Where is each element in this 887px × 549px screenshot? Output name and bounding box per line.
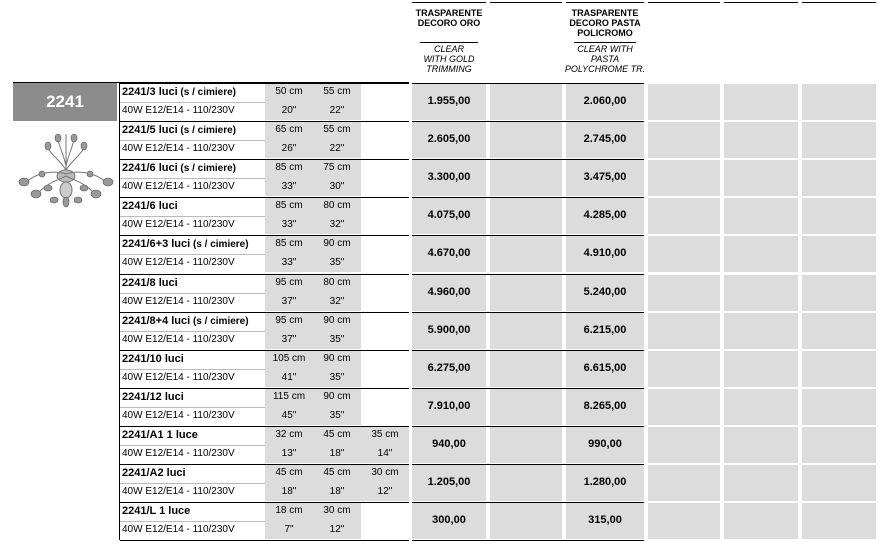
dimension-d1-cm: 95 cm bbox=[275, 315, 303, 326]
dimension-d2-cm: 55 cm bbox=[323, 86, 351, 97]
row-divider bbox=[412, 121, 644, 122]
empty-cell bbox=[490, 198, 562, 234]
model-name bbox=[122, 505, 264, 517]
model-name bbox=[122, 86, 264, 98]
row-divider bbox=[412, 83, 644, 84]
table-bottom-rule bbox=[412, 540, 644, 541]
dimension-d2-inch: 22" bbox=[329, 143, 345, 154]
model-name bbox=[122, 353, 264, 365]
dimension-d2-inch: 30" bbox=[329, 181, 345, 192]
price-gold-trimming: 4.075,00 bbox=[427, 209, 471, 221]
price-gold-trimming: 300,00 bbox=[432, 514, 466, 526]
model-spec: 40W E12/E14 - 110/230V bbox=[122, 181, 235, 192]
price-polychrome: 2.060,00 bbox=[583, 95, 627, 107]
empty-cell bbox=[490, 313, 562, 349]
empty-cell bbox=[724, 351, 798, 387]
row-divider bbox=[412, 312, 644, 313]
dimension-d1-cm: 85 cm bbox=[275, 238, 303, 249]
model-spec: 40W E12/E14 - 110/230V bbox=[122, 334, 235, 345]
empty-cell bbox=[490, 389, 562, 425]
row-divider bbox=[120, 121, 409, 122]
row-divider bbox=[120, 274, 409, 275]
dimension-d2-cm: 90 cm bbox=[323, 353, 351, 364]
model-spec: 40W E12/E14 - 110/230V bbox=[122, 448, 235, 459]
empty-cell bbox=[802, 427, 876, 463]
model-name-text: 2241/5 luci bbox=[122, 124, 178, 136]
dimension-d1-cm: 115 cm bbox=[272, 391, 306, 402]
model-spec: 40W E12/E14 - 110/230V bbox=[122, 410, 235, 421]
dimension-d3-cm: 35 cm bbox=[371, 429, 399, 440]
row-divider bbox=[412, 426, 644, 427]
header-top-rule-3 bbox=[566, 2, 644, 3]
row-divider bbox=[120, 483, 265, 484]
header-top-rule-6 bbox=[802, 2, 876, 3]
model-name bbox=[122, 391, 264, 403]
row-divider bbox=[120, 331, 265, 332]
empty-cell bbox=[724, 427, 798, 463]
model-name bbox=[122, 277, 264, 289]
model-spec: 40W E12/E14 - 110/230V bbox=[122, 219, 235, 230]
dimension-d1-inch: 37" bbox=[281, 296, 297, 307]
model-spec: 40W E12/E14 - 110/230V bbox=[122, 486, 235, 497]
dimension-d1-cm: 85 cm bbox=[275, 162, 303, 173]
empty-cell bbox=[802, 198, 876, 234]
dimension-d2-inch: 18" bbox=[329, 486, 345, 497]
empty-cell bbox=[724, 122, 798, 158]
model-name-text: 2241/8+4 luci bbox=[122, 315, 191, 327]
empty-cell bbox=[490, 160, 562, 196]
model-spec: 40W E12/E14 - 110/230V bbox=[122, 372, 235, 383]
model-name-text: 2241/3 luci bbox=[122, 86, 178, 98]
model-name bbox=[122, 200, 264, 212]
row-divider bbox=[412, 388, 644, 389]
model-badge: 2241 bbox=[13, 83, 117, 121]
row-divider bbox=[120, 445, 265, 446]
model-name-note: (s / cimiere) bbox=[177, 125, 237, 136]
dimension-d2-cm: 30 cm bbox=[323, 505, 351, 516]
empty-cell bbox=[802, 236, 876, 272]
empty-cell bbox=[724, 389, 798, 425]
row-divider bbox=[120, 350, 409, 351]
header-top-rule-2 bbox=[490, 2, 562, 3]
row-divider bbox=[412, 350, 644, 351]
dimension-d2-inch: 18" bbox=[329, 448, 345, 459]
price-polychrome: 4.285,00 bbox=[583, 209, 627, 221]
model-spec: 40W E12/E14 - 110/230V bbox=[122, 296, 235, 307]
model-name-text: 2241/8 luci bbox=[122, 277, 178, 289]
dimension-d1-inch: 45" bbox=[281, 410, 297, 421]
dimension-d1-inch: 33" bbox=[281, 219, 297, 230]
price-gold-trimming: 7.910,00 bbox=[427, 400, 471, 412]
dimension-d1-inch: 41" bbox=[281, 372, 297, 383]
empty-cell bbox=[724, 503, 798, 539]
empty-cell bbox=[802, 122, 876, 158]
dimension-d1-cm: 65 cm bbox=[275, 124, 303, 135]
empty-cell bbox=[802, 465, 876, 501]
row-divider bbox=[412, 159, 644, 160]
row-divider bbox=[120, 521, 265, 522]
empty-cell bbox=[648, 465, 720, 501]
price-polychrome: 990,00 bbox=[588, 438, 622, 450]
row-divider bbox=[120, 159, 409, 160]
dimension-d2-inch: 35" bbox=[329, 372, 345, 383]
dimension-d1-inch: 26" bbox=[281, 143, 297, 154]
model-name bbox=[122, 124, 264, 136]
empty-cell bbox=[802, 351, 876, 387]
price-polychrome: 2.745,00 bbox=[583, 133, 627, 145]
model-name-text: 2241/10 luci bbox=[122, 353, 184, 365]
model-name-note: (s / cimiere) bbox=[190, 239, 249, 250]
header-top-rule-4 bbox=[648, 2, 720, 3]
price-gold-trimming: 4.670,00 bbox=[427, 247, 471, 259]
row-divider bbox=[412, 197, 644, 198]
empty-cell bbox=[490, 236, 562, 272]
empty-cell bbox=[802, 84, 876, 120]
dimension-d2-inch: 32" bbox=[329, 219, 345, 230]
empty-cell bbox=[648, 198, 720, 234]
model-name-note: (s / cimiere) bbox=[190, 316, 249, 327]
price-gold-trimming: 1.205,00 bbox=[427, 476, 471, 488]
dimension-d2-cm: 90 cm bbox=[323, 238, 351, 249]
empty-cell bbox=[802, 275, 876, 311]
dimension-d2-cm: 80 cm bbox=[323, 277, 351, 288]
empty-cell bbox=[724, 160, 798, 196]
empty-cell bbox=[490, 427, 562, 463]
price-gold-trimming: 6.275,00 bbox=[427, 362, 471, 374]
model-spec: 40W E12/E14 - 110/230V bbox=[122, 524, 235, 535]
empty-cell bbox=[648, 389, 720, 425]
dimension-d1-cm: 105 cm bbox=[272, 353, 306, 364]
dimension-d1-inch: 13" bbox=[281, 448, 297, 459]
price-polychrome: 3.475,00 bbox=[583, 171, 627, 183]
empty-cell bbox=[724, 313, 798, 349]
empty-cell bbox=[724, 198, 798, 234]
dimension-d2-cm: 75 cm bbox=[323, 162, 351, 173]
empty-cell bbox=[648, 313, 720, 349]
header-top-rule-5 bbox=[724, 2, 798, 3]
empty-cell bbox=[724, 236, 798, 272]
empty-cell bbox=[724, 465, 798, 501]
model-name-note: (s / cimiere) bbox=[177, 87, 237, 98]
chandelier-image bbox=[14, 130, 118, 214]
row-divider bbox=[120, 197, 409, 198]
row-divider bbox=[120, 502, 409, 503]
model-spec: 40W E12/E14 - 110/230V bbox=[122, 143, 235, 154]
price-gold-trimming: 940,00 bbox=[432, 438, 466, 450]
empty-cell bbox=[490, 351, 562, 387]
col1-header-rule bbox=[420, 42, 478, 43]
dimension-d1-inch: 37" bbox=[281, 334, 297, 345]
dimension-d2-inch: 32" bbox=[329, 296, 345, 307]
dimension-d1-cm: 85 cm bbox=[275, 200, 303, 211]
price-polychrome: 315,00 bbox=[588, 514, 622, 526]
price-polychrome: 6.215,00 bbox=[583, 324, 627, 336]
price-polychrome: 5.240,00 bbox=[583, 286, 627, 298]
empty-cell bbox=[490, 465, 562, 501]
dimension-d1-inch: 33" bbox=[281, 257, 297, 268]
dimension-d1-cm: 50 cm bbox=[275, 86, 303, 97]
row-divider bbox=[120, 235, 409, 236]
dimension-d1-inch: 18" bbox=[281, 486, 297, 497]
price-polychrome: 4.910,00 bbox=[583, 247, 627, 259]
dimension-d2-cm: 45 cm bbox=[323, 467, 351, 478]
row-divider bbox=[412, 235, 644, 236]
row-divider bbox=[120, 254, 265, 255]
row-divider bbox=[120, 293, 265, 294]
price-gold-trimming: 1.955,00 bbox=[427, 95, 471, 107]
dimension-d2-cm: 90 cm bbox=[323, 391, 351, 402]
dimension-d3-inch: 14" bbox=[377, 448, 393, 459]
col1-header-it: TRASPARENTE DECORO ORO bbox=[415, 8, 483, 28]
empty-cell bbox=[724, 84, 798, 120]
model-name bbox=[122, 429, 264, 441]
row-divider bbox=[120, 312, 409, 313]
dimension-d1-cm: 95 cm bbox=[275, 277, 303, 288]
row-divider bbox=[120, 102, 265, 103]
price-gold-trimming: 2.605,00 bbox=[427, 133, 471, 145]
row-divider bbox=[120, 216, 265, 217]
dimension-d2-inch: 35" bbox=[329, 334, 345, 345]
empty-cell bbox=[490, 84, 562, 120]
row-divider bbox=[120, 83, 409, 84]
price-gold-trimming: 4.960,00 bbox=[427, 286, 471, 298]
col2-header-en: CLEAR WITH PASTA POLYCHROME TR. bbox=[564, 44, 646, 74]
dimension-d3-inch: 12" bbox=[377, 486, 393, 497]
dimension-d1-cm: 32 cm bbox=[275, 429, 303, 440]
dimension-d2-cm: 90 cm bbox=[323, 315, 351, 326]
dimension-d2-cm: 80 cm bbox=[323, 200, 351, 211]
dimension-d1-inch: 20" bbox=[281, 105, 297, 116]
row-divider bbox=[120, 178, 265, 179]
model-name-text: 2241/6 luci bbox=[122, 200, 178, 212]
empty-cell bbox=[490, 503, 562, 539]
dimension-d2-inch: 12" bbox=[329, 524, 345, 535]
empty-cell bbox=[648, 122, 720, 158]
row-divider bbox=[120, 369, 265, 370]
dimension-d3-cm: 30 cm bbox=[371, 467, 399, 478]
model-name-text: 2241/A1 1 luce bbox=[122, 429, 198, 441]
model-name-note: (s / cimiere) bbox=[177, 163, 237, 174]
empty-cell bbox=[490, 275, 562, 311]
model-spec: 40W E12/E14 - 110/230V bbox=[122, 257, 235, 268]
row-divider bbox=[120, 388, 409, 389]
dimension-d1-cm: 18 cm bbox=[275, 505, 303, 516]
model-name bbox=[122, 467, 264, 479]
price-polychrome: 1.280,00 bbox=[583, 476, 627, 488]
row-divider bbox=[120, 464, 409, 465]
empty-cell bbox=[802, 503, 876, 539]
dimension-d1-cm: 45 cm bbox=[275, 467, 303, 478]
table-bottom-rule bbox=[120, 540, 409, 541]
price-gold-trimming: 5.900,00 bbox=[427, 324, 471, 336]
empty-cell bbox=[802, 313, 876, 349]
dimension-d2-inch: 22" bbox=[329, 105, 345, 116]
empty-cell bbox=[724, 275, 798, 311]
dimension-d1-inch: 7" bbox=[284, 524, 294, 535]
empty-cell bbox=[802, 160, 876, 196]
price-gold-trimming: 3.300,00 bbox=[427, 171, 471, 183]
dimension-d2-cm: 45 cm bbox=[323, 429, 351, 440]
model-name-text: 2241/6+3 luci bbox=[122, 238, 191, 250]
empty-cell bbox=[648, 503, 720, 539]
row-divider bbox=[120, 140, 265, 141]
model-name bbox=[122, 162, 264, 174]
table-top-rule bbox=[13, 82, 409, 83]
model-name bbox=[122, 238, 264, 250]
empty-cell bbox=[648, 160, 720, 196]
col2-header-it: TRASPARENTE DECORO PASTA POLICROMO bbox=[569, 8, 641, 38]
dimension-d2-cm: 55 cm bbox=[323, 124, 351, 135]
model-column-divider bbox=[119, 83, 120, 540]
row-divider bbox=[412, 502, 644, 503]
row-divider bbox=[120, 407, 265, 408]
model-spec: 40W E12/E14 - 110/230V bbox=[122, 105, 235, 116]
empty-cell bbox=[648, 351, 720, 387]
price-polychrome: 6.615,00 bbox=[583, 362, 627, 374]
empty-cell bbox=[490, 122, 562, 158]
col1-header-en: CLEAR WITH GOLD TRIMMING bbox=[423, 44, 475, 74]
empty-cell bbox=[648, 275, 720, 311]
dimension-d2-inch: 35" bbox=[329, 257, 345, 268]
empty-cell bbox=[802, 389, 876, 425]
empty-cell bbox=[648, 84, 720, 120]
model-name-text: 2241/12 luci bbox=[122, 391, 184, 403]
dimension-d1-inch: 33" bbox=[281, 181, 297, 192]
model-name-text: 2241/A2 luci bbox=[122, 467, 186, 479]
model-name-text: 2241/L 1 luce bbox=[122, 505, 191, 517]
row-divider bbox=[120, 426, 409, 427]
row-divider bbox=[412, 464, 644, 465]
model-name bbox=[122, 315, 264, 327]
row-divider bbox=[412, 274, 644, 275]
price-polychrome: 8.265,00 bbox=[583, 400, 627, 412]
col2-header-rule bbox=[574, 42, 636, 43]
empty-cell bbox=[648, 236, 720, 272]
dimension-d2-inch: 35" bbox=[329, 410, 345, 421]
model-name-text: 2241/6 luci bbox=[122, 162, 178, 174]
header-top-rule-1 bbox=[412, 2, 486, 3]
empty-cell bbox=[648, 427, 720, 463]
